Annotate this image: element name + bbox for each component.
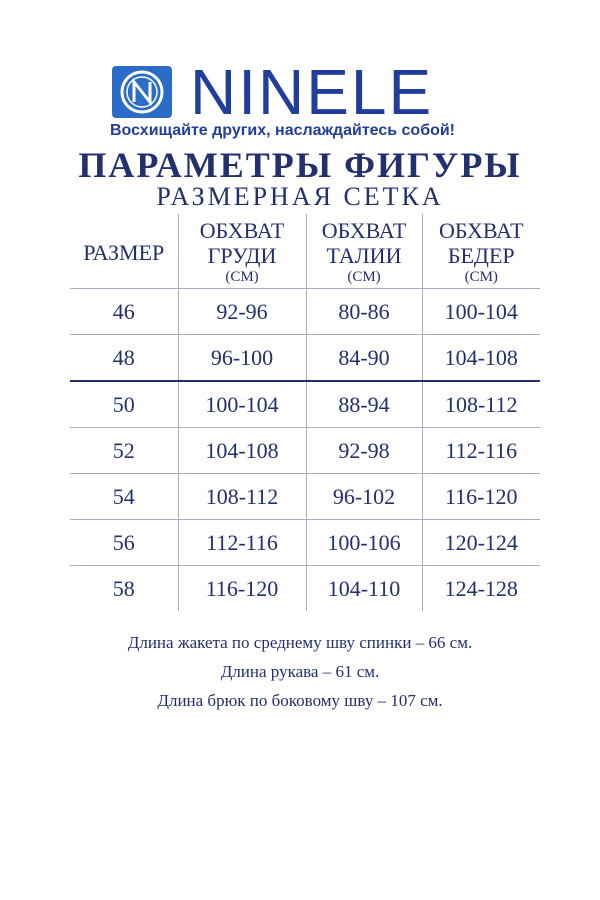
header-chest-line1: ОБХВАТ: [199, 218, 285, 243]
chest-cell: 108-112: [178, 474, 306, 520]
hips-cell: 124-128: [444, 575, 518, 601]
header-waist: [306, 214, 422, 289]
header-size-label: РАЗМЕР: [83, 239, 165, 265]
table-row: [70, 428, 540, 474]
waist-cell: 92-98: [306, 428, 422, 474]
size-cell: 48: [70, 335, 178, 382]
note-jacket-length: Длина жакета по среднему шву спинки – 66 см.: [127, 633, 473, 652]
measurement-notes: [0, 628, 600, 715]
table-row: [70, 335, 540, 382]
header-waist-line1: ОБХВАТ: [321, 218, 407, 243]
header-hips: [422, 214, 540, 289]
brand-logo: [110, 56, 500, 150]
hips-cell: 104-108: [422, 335, 540, 382]
hips-cell: 112-116: [422, 428, 540, 474]
waist-cell: 96-102: [306, 474, 422, 520]
size-cell: 50: [70, 381, 178, 428]
chest-cell: 104-108: [178, 428, 306, 474]
waist-cell: 84-90: [306, 335, 422, 382]
size-cell: 58: [70, 566, 178, 612]
header-chest-line2: ГРУДИ: [207, 243, 277, 268]
chest-cell: 112-116: [178, 520, 306, 566]
page-title: ПАРАМЕТРЫ ФИГУРЫ: [78, 145, 522, 185]
chest-cell: 116-120: [178, 566, 306, 612]
header-hips-line2: БЕДЕР: [447, 243, 515, 268]
brand-name: NINELE: [190, 56, 434, 128]
chest-cell: 96-100: [178, 335, 306, 382]
table-row: [70, 289, 540, 335]
chest-cell: 92-96: [178, 289, 306, 335]
header-chest-unit: (СМ): [225, 269, 259, 285]
note-sleeve-length: Длина рукава – 61 см.: [220, 662, 380, 681]
size-chart-table: [70, 214, 540, 611]
table-row: [70, 566, 540, 612]
waist-cell: 104-110: [306, 566, 422, 612]
header-waist-unit: (СМ): [347, 269, 381, 285]
page-subtitle: РАЗМЕРНАЯ СЕТКА: [156, 182, 444, 211]
size-cell: 54: [70, 474, 178, 520]
waist-cell: 80-86: [306, 289, 422, 335]
header-hips-unit: (СМ): [464, 269, 498, 285]
waist-cell: 100-106: [306, 520, 422, 566]
hips-cell: 116-120: [422, 474, 540, 520]
header-size: [70, 214, 178, 289]
chest-cell: 100-104: [178, 381, 306, 428]
header-chest: [178, 214, 306, 289]
size-cell: 46: [70, 289, 178, 335]
brand-slogan: Восхищайте других, наслаждайтесь собой!: [110, 122, 456, 139]
table-row: [70, 381, 540, 428]
table-row: [70, 474, 540, 520]
table-header-row: [70, 214, 540, 289]
hips-cell: 120-124: [422, 520, 540, 566]
waist-cell: 88-94: [306, 381, 422, 428]
size-cell: 56: [70, 520, 178, 566]
table-row: [70, 520, 540, 566]
hips-cell: 100-104: [422, 289, 540, 335]
header-waist-line2: ТАЛИИ: [326, 243, 402, 268]
size-cell: 52: [70, 428, 178, 474]
hips-cell: 108-112: [422, 381, 540, 428]
header-hips-line1: ОБХВАТ: [438, 218, 524, 243]
note-trousers-length: Длина брюк по боковому шву – 107 см.: [157, 691, 443, 710]
ninele-monogram-icon: [112, 66, 172, 118]
